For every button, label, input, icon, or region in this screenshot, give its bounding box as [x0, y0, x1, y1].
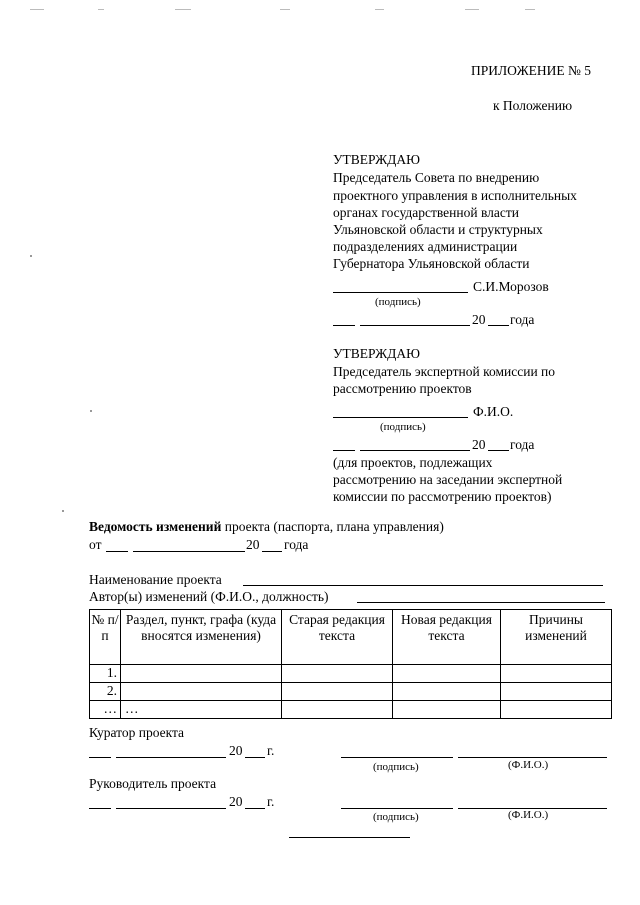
table-cell [282, 701, 393, 719]
header-reasons: Причины изменений [501, 610, 612, 665]
scan-artifact [525, 9, 535, 10]
signature-caption: (подпись) [380, 421, 426, 433]
statement-title-bold: Ведомость изменений [89, 519, 222, 534]
curator-month-line [116, 757, 226, 758]
approval-text-line: органах государственной власти [333, 205, 520, 220]
header-old-text: Старая редакция текста [282, 610, 393, 665]
date-day-line [333, 450, 355, 451]
manager-day-line [89, 808, 111, 809]
signature-line [333, 292, 468, 293]
curator-signature-caption: (подпись) [373, 761, 419, 773]
statement-title [89, 519, 444, 535]
approval-heading: УТВЕРЖДАЮ [333, 346, 421, 361]
manager-month-line [116, 808, 226, 809]
statement-date-day-line [106, 551, 128, 552]
appendix-number: ПРИЛОЖЕНИЕ № 5 [471, 63, 592, 78]
approval-text-line: рассмотрению проектов [333, 381, 472, 396]
statement-date-year-line [262, 551, 282, 552]
statement-title-rest: проекта (паспорта, плана управления) [221, 519, 444, 534]
header-number: № п/п [90, 610, 121, 665]
bottom-separator [289, 837, 410, 838]
table-header-row [90, 610, 612, 665]
statement-from-prefix: от [89, 537, 102, 552]
header-new-text: Новая редакция текста [393, 610, 501, 665]
table-cell [501, 665, 612, 683]
approval-text-line: Председатель Совета по внедрению [333, 170, 540, 185]
curator-year-line [245, 757, 265, 758]
approval-heading: УТВЕРЖДАЮ [333, 152, 421, 167]
date-suffix: года [510, 437, 535, 452]
date-month-line [360, 325, 470, 326]
manager-year-line [245, 808, 265, 809]
table-cell [501, 683, 612, 701]
signatory-name: Ф.И.О. [473, 404, 514, 419]
scan-artifact [465, 9, 479, 10]
curator-year: 20 [229, 743, 243, 758]
table-row [90, 701, 612, 719]
signatory-name: С.И.Морозов [473, 279, 549, 294]
date-day-line [333, 325, 355, 326]
to-regulation: к Положению [493, 98, 573, 113]
table-cell [282, 665, 393, 683]
date-year: 20 [472, 437, 486, 452]
authors-label: Автор(ы) изменений (Ф.И.О., должность) [89, 589, 329, 604]
table-cell [393, 665, 501, 683]
row-number: … [90, 701, 121, 719]
curator-year-suffix: г. [267, 743, 275, 758]
approval-note-line: комиссии по рассмотрению проектов) [333, 489, 552, 504]
curator-signature-line [341, 757, 453, 758]
table-cell [393, 683, 501, 701]
scan-artifact [30, 9, 44, 10]
approval-note-line: рассмотрению на заседании экспертной [333, 472, 563, 487]
row-number: 2. [90, 683, 121, 701]
table-cell [393, 701, 501, 719]
date-month-line [360, 450, 470, 451]
row-number: 1. [90, 665, 121, 683]
manager-year: 20 [229, 794, 243, 809]
manager-signature-line [341, 808, 453, 809]
statement-date-month-line [133, 551, 245, 552]
statement-date-suffix: года [284, 537, 309, 552]
project-name-line [243, 585, 603, 586]
table-cell [282, 683, 393, 701]
manager-year-suffix: г. [267, 794, 275, 809]
approval-note-line: (для проектов, подлежащих [333, 455, 493, 470]
approval-text-line: проектного управления в исполнительных [333, 188, 577, 203]
scan-artifact [280, 9, 290, 10]
curator-fio-line [458, 757, 607, 758]
project-name-label: Наименование проекта [89, 572, 222, 587]
signature-line [333, 417, 468, 418]
table-cell [121, 683, 282, 701]
curator-day-line [89, 757, 111, 758]
table-row [90, 665, 612, 683]
curator-fio-caption: (Ф.И.О.) [508, 759, 549, 771]
approval-text-line: Председатель экспертной комиссии по [333, 364, 556, 379]
scan-artifact [375, 9, 384, 10]
scan-artifact [175, 9, 191, 10]
authors-line [357, 602, 605, 603]
date-year-line [488, 450, 509, 451]
manager-label: Руководитель проекта [89, 776, 217, 791]
table-cell [501, 701, 612, 719]
manager-signature-caption: (подпись) [373, 811, 419, 823]
header-section: Раздел, пункт, графа (куда вносятся изменения) [121, 610, 282, 665]
manager-fio-caption: (Ф.И.О.) [508, 809, 549, 821]
scan-artifact [30, 255, 32, 257]
scan-artifact [90, 410, 92, 412]
statement-date-year: 20 [246, 537, 260, 552]
date-suffix: года [510, 312, 535, 327]
date-year: 20 [472, 312, 486, 327]
changes-table [89, 609, 612, 719]
scan-artifact [62, 510, 64, 512]
table-cell: … [121, 701, 282, 719]
scan-artifact [98, 9, 104, 10]
table-cell [121, 665, 282, 683]
curator-label: Куратор проекта [89, 725, 185, 740]
date-year-line [488, 325, 509, 326]
approval-text-line: Ульяновской области и структурных [333, 222, 543, 237]
table-row [90, 683, 612, 701]
approval-text-line: подразделениях администрации [333, 239, 518, 254]
approval-text-line: Губернатора Ульяновской области [333, 256, 530, 271]
signature-caption: (подпись) [375, 296, 421, 308]
